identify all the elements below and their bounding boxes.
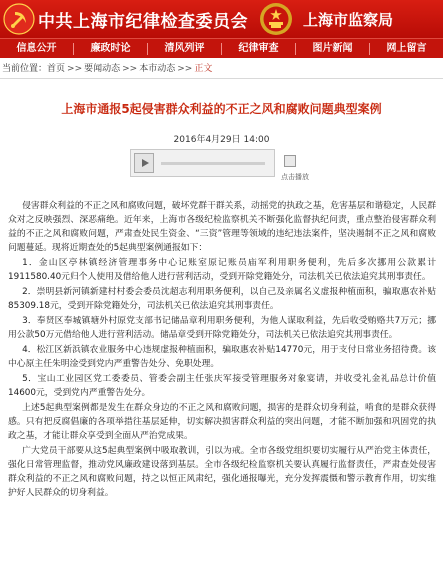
banner-title: 中共上海市纪律检查委员会 — [38, 12, 248, 32]
nav-item-info-disclosure[interactable]: 信息公开 — [16, 42, 57, 54]
breadcrumb-news-link[interactable]: 要闻动态 — [84, 64, 121, 74]
article-date: 2016年4月29日 14:00 — [173, 135, 270, 145]
audio-player[interactable] — [130, 149, 275, 177]
play-icon[interactable] — [134, 153, 154, 173]
banner-subtitle: 上海市监察局 — [303, 11, 394, 29]
breadcrumb — [0, 62, 443, 76]
nav-item-qingfeng-review[interactable]: 清风列评 — [164, 42, 205, 54]
article-paragraph: 广大党员干部要从这5起典型案例中吸取教训，引以为戒。全市各级党组织要切实履行从严治党主体责任，强化日常管理监督，推动党风廉政建设落到基层。全市各级纪检监察机关要认真履行监督责任，严肃查处侵害群众利益的不正之风和腐败问题，持之以恒正风肃纪，强化通报曝光，充分发挥震慑和警示教育作用，切实维护好人民群众的切身利益。 — [8, 446, 436, 498]
main-nav — [0, 38, 443, 58]
breadcrumb-separator: >> — [67, 64, 83, 74]
nav-item-online-message[interactable]: 网上留言 — [386, 42, 427, 54]
breadcrumb-divider — [0, 78, 443, 79]
breadcrumb-separator: >> — [177, 64, 193, 74]
breadcrumb-prefix: 当前位置： — [2, 64, 48, 74]
article-paragraph: 4．松江区新浜镇农业服务中心违规虚报种植面积，骗取惠农补贴14770元，用于支付日常业务招待费。该中心原主任朱明淦受到党内严重警告处分、免职处理。 — [8, 345, 436, 369]
site-banner — [0, 0, 443, 38]
nav-item-integrity-commentary[interactable]: 廉政时论 — [90, 42, 131, 54]
article-paragraph: 1．金山区亭林镇经济管理事务中心记账室原记账员庙军利用职务便利，先后多次挪用公款累计1911580.40元归个人使用及借给他人进行营利活动，受到开除党籍处分，司法机关已依法追究其刑事责任。 — [8, 258, 436, 282]
article-body — [8, 199, 436, 501]
article-paragraph: 侵害群众利益的不正之风和腐败问题，破坏党群干群关系，动摇党的执政之基，危害基层和谐稳定，人民群众对之反映强烈、深恶痛绝。近年来，上海市各级纪检监察机关不断强化监督执纪问责，重点整治侵害群众利益的不正之风和腐败问题，严肃查处民生资金、“三资”管理等领域的违纪违法案件，坚决遏制不正之风和腐败问题蔓延。现将近期查处的5起典型案例通报如下： — [8, 201, 436, 253]
article-paragraph: 5．宝山工业园区党工委委员、管委会副主任张庆军接受管理服务对象宴请，并收受礼金礼品总计价值14600元，受到党内严重警告处分。 — [8, 374, 436, 398]
article-title: 上海市通报5起侵害群众利益的不正之风和腐败问题典型案例 — [61, 102, 382, 116]
speaker-icon[interactable] — [284, 155, 296, 167]
breadcrumb-current: 正文 — [194, 64, 213, 74]
article-paragraph: 上述5起典型案例都是发生在群众身边的不正之风和腐败问题，损害的是群众切身利益，啃食的是群众获得感。只有把反腐倡廉的各项举措往基层延伸，切实解决损害群众利益的突出问题，才能不断加强和巩固党的执政之基，才能让群众享受到全面从严治党成果。 — [8, 403, 436, 441]
breadcrumb-separator: >> — [122, 64, 138, 74]
audio-progress-track[interactable] — [161, 162, 265, 165]
breadcrumb-home-link[interactable]: 首页 — [47, 64, 66, 74]
nav-item-discipline-review[interactable]: 纪律审查 — [238, 42, 279, 54]
party-emblem-icon — [3, 3, 35, 35]
national-emblem-icon — [259, 2, 293, 36]
article-paragraph: 2．崇明县新河镇新建村村委会委员沈超志利用职务便利，以自己及亲属名义虚报种植面积，骗取惠农补贴85309.18元，受到开除党籍处分，司法机关已依法追究其刑事责任。 — [8, 287, 436, 311]
article-paragraph: 3．奉贤区奉城镇塘外村原党支部书记储品章利用职务便利，为他人谋取利益，先后收受贿赂共7万元；挪用公款50万元借给他人进行营利活动。储品章受到开除党籍处分，司法机关已依法追究其刑事责任。 — [8, 316, 436, 340]
nav-item-photo-news[interactable]: 图片新闻 — [312, 42, 353, 54]
audio-hint: 点击播放 — [281, 173, 309, 181]
breadcrumb-local-news-link[interactable]: 本市动态 — [139, 64, 176, 74]
